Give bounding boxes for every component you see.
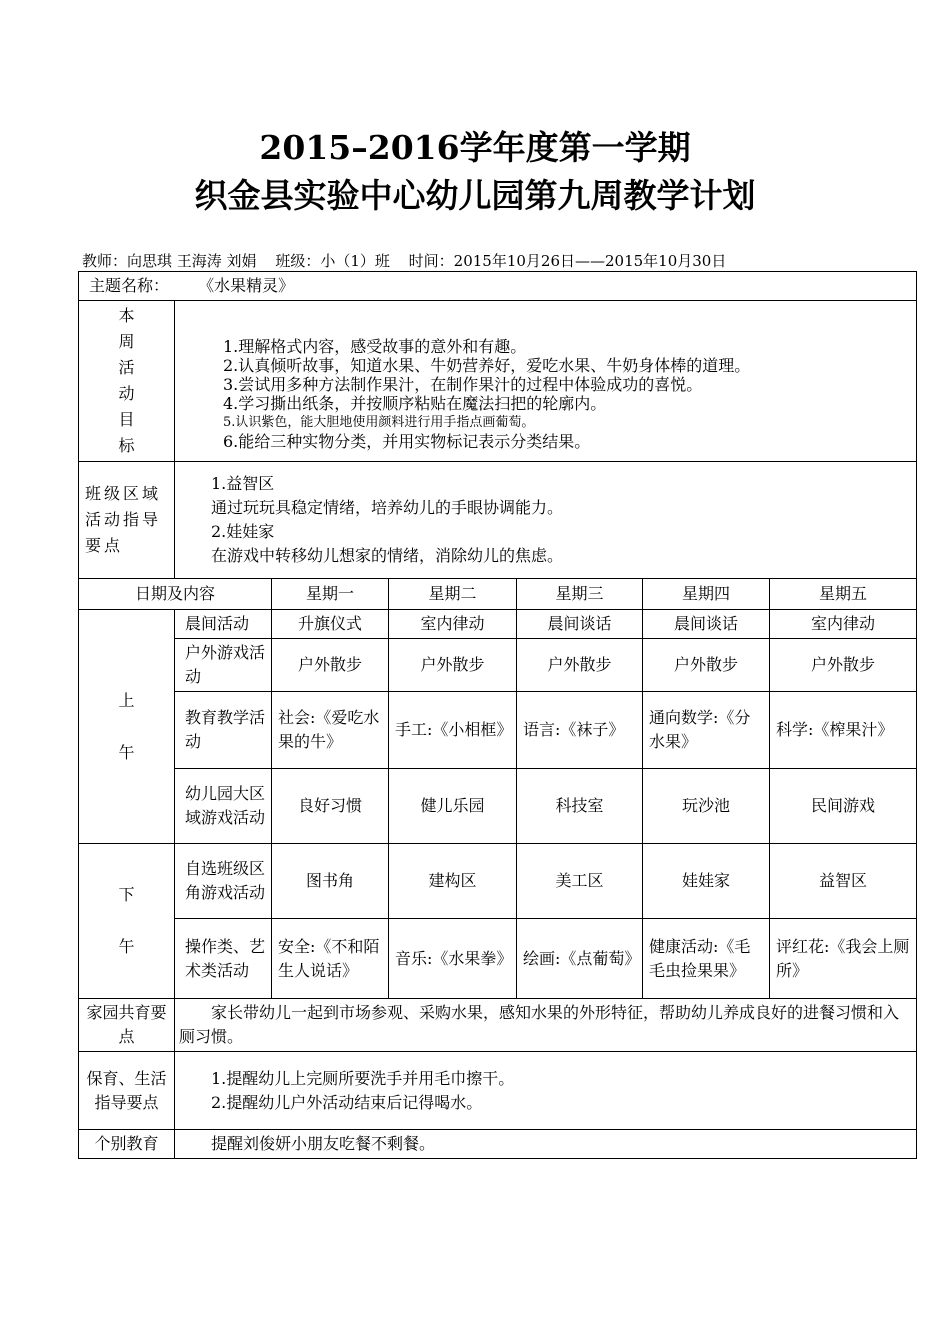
schedule-cell: 户外散步 <box>389 639 517 692</box>
area-guide-item: 通过玩玩具稳定情绪，培养幼儿的手眼协调能力。 <box>211 498 564 517</box>
row-label: 幼儿园大区域游戏活动 <box>175 769 272 844</box>
goal-item: 1.理解格式内容，感受故事的意外和有趣。 <box>223 337 527 356</box>
schedule-cell: 社会:《爱吃水果的牛》 <box>272 692 389 769</box>
area-guide-label-text: 班级区域活动指导要点 <box>85 484 162 555</box>
goals-label <box>79 301 175 462</box>
date-content-label: 日期及内容 <box>79 579 272 610</box>
morning-char: 上 <box>118 690 135 710</box>
schedule-cell: 户外散步 <box>770 639 917 692</box>
home-content: 家长带幼儿一起到市场参观、采购水果，感知水果的外形特征，帮助幼儿养成良好的进餐习惯和入厕习惯。 <box>175 999 917 1052</box>
day-wednesday: 星期三 <box>517 579 643 610</box>
afternoon-char: 午 <box>118 937 135 956</box>
individual-label: 个别教育 <box>79 1130 175 1159</box>
schedule-cell: 音乐:《水果拳》 <box>389 919 517 999</box>
area-guide-item: 2.娃娃家 <box>211 522 275 541</box>
goals-label-char: 目 <box>118 410 135 429</box>
row-label: 自选班级区角游戏活动 <box>175 844 272 919</box>
goals-label-char: 标 <box>118 436 135 455</box>
goal-item: 6.能给三种实物分类，并用实物标记表示分类结果。 <box>223 432 591 451</box>
home-label: 家园共育要 点 <box>79 999 175 1052</box>
header-info <box>82 250 912 271</box>
goal-item: 5.认识紫色，能大胆地使用颜料进行用手指点画葡萄。 <box>223 415 535 430</box>
morning-char: 午 <box>118 742 135 762</box>
area-guide-item: 在游戏中转移幼儿想家的情绪，消除幼儿的焦虑。 <box>211 546 564 565</box>
care-item: 2.提醒幼儿户外活动结束后记得喝水。 <box>211 1092 483 1112</box>
individual-content: 提醒刘俊妍小朋友吃餐不剩餐。 <box>175 1130 917 1159</box>
schedule-cell: 绘画:《点葡萄》 <box>517 919 643 999</box>
area-guide-content <box>175 462 917 579</box>
schedule-cell: 安全:《不和陌生人说话》 <box>272 919 389 999</box>
schedule-cell: 升旗仪式 <box>272 610 389 639</box>
schedule-cell: 良好习惯 <box>272 769 389 844</box>
theme-value: 《水果精灵》 <box>198 276 295 295</box>
afternoon-label <box>79 844 175 999</box>
theme-row <box>79 272 917 301</box>
area-guide-label <box>79 462 175 579</box>
schedule-cell: 通向数学:《分水果》 <box>643 692 770 769</box>
goals-list <box>175 301 917 462</box>
goal-item: 2.认真倾听故事，知道水果、牛奶营养好，爱吃水果、牛奶身体棒的道理。 <box>223 356 751 375</box>
row-label: 户外游戏活动 <box>175 639 272 692</box>
goals-label-char: 本 <box>118 306 135 325</box>
title-line-2: 织金县实验中心幼儿园第九周教学计划 <box>194 176 756 215</box>
schedule-cell: 建构区 <box>389 844 517 919</box>
schedule-cell: 美工区 <box>517 844 643 919</box>
day-tuesday: 星期二 <box>389 579 517 610</box>
title-line-1: 2015–2016学年度第一学期 <box>259 128 691 167</box>
schedule-cell: 户外散步 <box>272 639 389 692</box>
schedule-cell: 评红花:《我会上厕所》 <box>770 919 917 999</box>
schedule-cell: 手工:《小相框》 <box>389 692 517 769</box>
schedule-cell: 益智区 <box>770 844 917 919</box>
goal-item: 3.尝试用多种方法制作果汁，在制作果汁的过程中体验成功的喜悦。 <box>223 375 703 394</box>
day-monday: 星期一 <box>272 579 389 610</box>
care-content <box>175 1052 917 1130</box>
theme-label: 主题名称： <box>89 276 170 295</box>
goal-item: 4.学习撕出纸条，并按顺序粘贴在魔法扫把的轮廓内。 <box>223 394 607 413</box>
schedule-cell: 民间游戏 <box>770 769 917 844</box>
schedule-cell: 科技室 <box>517 769 643 844</box>
schedule-cell: 健康活动:《毛毛虫捡果果》 <box>643 919 770 999</box>
goals-label-char: 动 <box>118 384 135 403</box>
schedule-cell: 科学:《榨果汁》 <box>770 692 917 769</box>
class-info: 班级：小（1）班 <box>275 252 390 270</box>
afternoon-char: 下 <box>118 885 135 904</box>
schedule-cell: 娃娃家 <box>643 844 770 919</box>
schedule-cell: 语言:《袜子》 <box>517 692 643 769</box>
schedule-cell: 户外散步 <box>517 639 643 692</box>
area-guide-item: 1.益智区 <box>211 474 275 493</box>
schedule-cell: 玩沙池 <box>643 769 770 844</box>
goals-label-char: 活 <box>118 358 135 377</box>
schedule-cell: 室内律动 <box>389 610 517 639</box>
schedule-cell: 室内律动 <box>770 610 917 639</box>
schedule-cell: 健儿乐园 <box>389 769 517 844</box>
day-friday: 星期五 <box>770 579 917 610</box>
schedule-cell: 户外散步 <box>643 639 770 692</box>
day-thursday: 星期四 <box>643 579 770 610</box>
row-label: 晨间活动 <box>175 610 272 639</box>
plan-table <box>78 271 917 1159</box>
care-item: 1.提醒幼儿上完厕所要洗手并用毛巾擦干。 <box>211 1068 515 1088</box>
morning-label <box>79 610 175 844</box>
schedule-cell: 晨间谈话 <box>517 610 643 639</box>
teacher-info: 教师：向思琪 王海涛 刘娟 <box>82 252 257 270</box>
time-info: 时间：2015年10月26日——2015年10月30日 <box>408 252 727 270</box>
goals-label-char: 周 <box>118 332 135 351</box>
care-label: 保育、生活指导要点 <box>79 1052 175 1130</box>
schedule-cell: 晨间谈话 <box>643 610 770 639</box>
row-label: 操作类、艺术类活动 <box>175 919 272 999</box>
schedule-cell: 图书角 <box>272 844 389 919</box>
row-label: 教育教学活动 <box>175 692 272 769</box>
